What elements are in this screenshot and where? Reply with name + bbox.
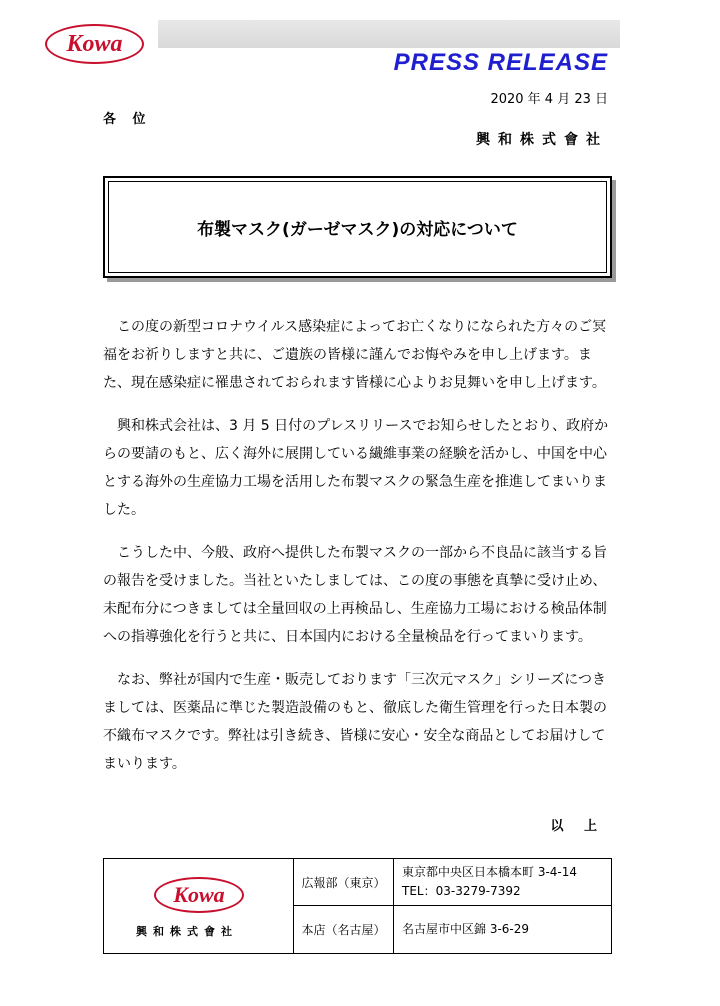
body-text <box>103 313 613 793</box>
contact-address: 東京都中央区日本橋本町 3-4-14 <box>402 865 578 879</box>
contact-logo-cell <box>104 859 294 953</box>
company-name: 興和株式會社 <box>476 132 608 148</box>
contact-info <box>394 859 611 906</box>
kowa-logo: Kowa <box>154 877 244 913</box>
paragraph: 興和株式会社は、3 月 5 日付のプレスリリースでお知らせしたとおり、政府からの要請のもと、広く海外に展開している繊維事業の経験を活かし、中国を中心とする海外の生産協力工場を活用した布製マスクの緊急生産を推進してまいりました。 <box>103 418 609 518</box>
paragraph: こうした中、今般、政府へ提供した布製マスクの一部から不良品に該当する旨の報告を受けました。当社といたしましては、この度の事態を真摯に受け止め、未配布分につきましては全量回収の上再検品し、生産協力工場における検品体制への指導強化を行うと共に、日本国内における全量検品を行ってまいります。 <box>103 545 607 645</box>
kowa-logo: Kowa <box>45 24 144 64</box>
closing-mark: 以 上 <box>550 819 605 834</box>
contact-company-name: 興和株式會社 <box>136 925 238 938</box>
title-box <box>103 176 612 278</box>
contact-info <box>394 906 611 953</box>
paragraph: なお、弊社が国内で生産・販売しております「三次元マスク」シリーズにつきましては、医薬品に準じた製造設備のもと、徹底した衛生管理を行った日本製の不織布マスクです。弊社は引き続き、皆様に安心・安全な商品としてお届けしてまいります。 <box>103 672 607 772</box>
release-date: 2020 年 4 月 23 日 <box>490 92 608 107</box>
contact-phone: TEL：03-3279-7392 <box>402 884 521 898</box>
paragraph: この度の新型コロナウイルス感染症によってお亡くなりになられた方々のご冥福をお祈りしますと共に、ご遺族の皆様に謹んでお悔やみを申し上げます。また、現在感染症に罹患されておられます皆様に心よりお見舞いを申し上げます。 <box>103 319 607 391</box>
contact-dept: 本店（名古屋） <box>294 906 394 953</box>
contact-dept: 広報部（東京） <box>294 859 394 906</box>
addressee: 各 位 <box>103 112 152 127</box>
document-title: 布製マスク(ガーゼマスク)の対応について <box>197 219 518 240</box>
press-release-heading: PRESS RELEASE <box>393 49 608 76</box>
header-bar <box>158 20 620 48</box>
contact-table <box>103 858 612 954</box>
contact-address: 名古屋市中区錦 3-6-29 <box>402 922 530 936</box>
